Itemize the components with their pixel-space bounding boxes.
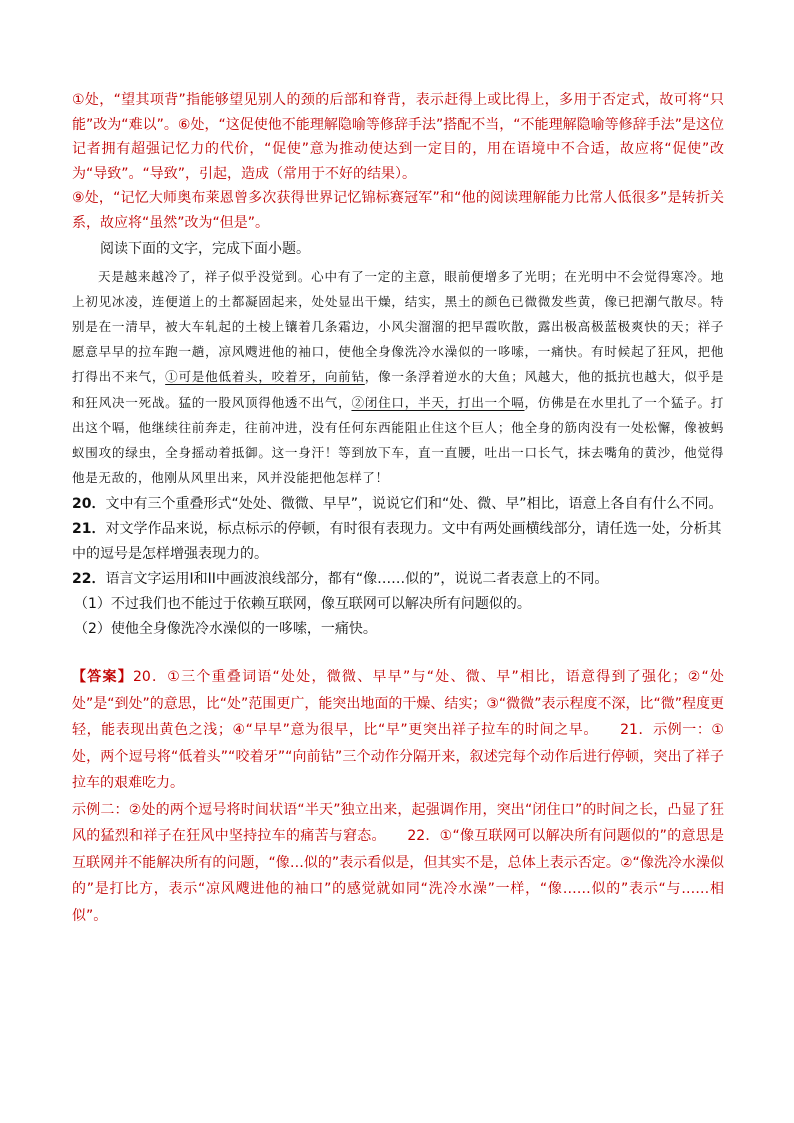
question-number: 20． <box>72 496 106 513</box>
document-page <box>72 88 724 929</box>
reading-instruction: 阅读下面的文字，完成下面小题。 <box>100 241 310 257</box>
question-text: 对文学作品来说，标点标示的停顿，有时很有表现力。文中有两处画横线部分，请任选一处，分析其中的逗号是怎样增强表现力的。 <box>72 521 722 563</box>
answer-tag: 【答案】 <box>72 669 133 686</box>
answer-section <box>72 664 724 929</box>
underlined-sentence-2: ②闭住口，半天，打出一个嗝 <box>351 394 525 410</box>
question-number: 22． <box>72 571 106 588</box>
story-text-part-2: ，像一条浮着逆水的大鱼；风越大，他的抵抗也越大，似乎是和狂风决一死战。猛的一股风顶得他透不出气， <box>72 369 725 410</box>
question-list <box>72 492 724 642</box>
sub-item-2: （2）使他全身像洗冷水澡似的一哆嗦，一痛快。 <box>74 621 377 638</box>
answer-text-1: 20．①三个重叠词语“处处，微微、早早”与“处、微、早”相比，语意得到了强化；②“处处”是“到处”的意思，比“处”范围更广，能突出地面的干燥、结实；③“微微”表示程度不深，比“微”程度更轻，能表现出黄色之浅；④“早早”意为很早，比“早”更突出祥子拉车的时间之早。 21．示例一：①处，两个逗号将“低着头”“咬着牙”“向前钻”三个动作分隔开来，叙述完每个动作后进行停顿，突出了祥子拉车的艰难吃力。 <box>72 669 724 792</box>
question-20 <box>72 492 724 517</box>
story-text-part-3: ，仿佛是在水里扎了一个猛子。打出这个嗝，他继续往前奔走，往前冲进，没有任何东西能阻止住这个巨人；他全身的筋肉没有一处松懈，像被蚂蚁围攻的绿虫，全身摇动着抵御。这一身汗！等到放下车，直一直腰，吐出一口长气，抹去嘴角的黄沙，他觉得他是无敌的，他刚从风里出来，风并没能把他怎样了！ <box>72 394 724 486</box>
answer-paragraph-2: 示例二：②处的两个逗号将时间状语“半天”独立出来，起强调作用，突出“闭住口”的时间之长，凸显了狂风的猛烈和祥子在狂风中坚持拉车的痛苦与窘态。 22．①“像互联网可以解决所有问题似的”的意思是互联网并不能解决所有的问题，“像…似的”表示看似是，但其实不是，总体上表示否定。②“像洗冷水澡似的”是打比方，表示“凉风飕进他的袖口”的感觉就如同“洗冷水澡”一样，“像……似的”表示“与……相似”。 <box>72 801 724 924</box>
question-number: 21． <box>72 521 106 538</box>
story-passage <box>72 264 724 491</box>
question-22 <box>72 567 724 592</box>
question-text: 语言文字运用I和II中画波浪线部分，都有“像……似的”，说说二者表意上的不同。 <box>105 571 609 588</box>
question-text: 文中有三个重叠形式“处处、微微、早早”，说说它们和“处、微、早”相比，语意上各自有什么不同。 <box>105 496 723 513</box>
story-text-part-1: 天是越来越冷了，祥子似乎没觉到。心中有了一定的主意，眼前便增多了光明；在光明中不会觉得寒冷。地上初见冰凌，连便道上的土都凝固起来，处处显出干燥，结实，黑土的颜色已微微发些黄，像已把潮气散尽。特别是在一清早，被大车轧起的土棱上镶着几条霜边，小风尖溜溜的把早霞吹散，露出极高极蓝极爽快的天；祥子愿意早早的拉车跑一趟，凉风飕进他的袖口，使他全身像洗冷水澡似的一哆嗦，一痛快。有时候起了狂风，把他打得出不来气， <box>72 268 724 385</box>
analysis-paragraph-2: ⑨处，“记忆大师奥布莱恩曾多次获得世界记忆锦标赛冠军”和“他的阅读理解能力比常人低很多”是转折关系，故应将“虽然”改为“但是”。 <box>72 190 724 231</box>
answer-paragraph-1 <box>72 664 724 797</box>
underlined-sentence-1: ①可是他低着头，咬着牙，向前钻 <box>165 369 365 385</box>
question-21 <box>72 517 724 567</box>
sub-item-1: （1）不过我们也不能过于依赖互联网，像互联网可以解决所有问题似的。 <box>74 596 531 613</box>
analysis-paragraph-1: ①处，“望其项背”指能够望见别人的颈的后部和脊背，表示赶得上或比得上，多用于否定式，故可将“只能”改为“难以”。⑥处，“这促使他不能理解隐喻等修辞手法”搭配不当，“不能理解隐喻等修辞手法”是这位记者拥有超强记忆力的代价，“促使”意为推动使达到一定目的，用在语境中不合适，故应将“促使”改为“导致”。“导致”，引起，造成（常用于不好的结果）。 <box>72 92 724 182</box>
